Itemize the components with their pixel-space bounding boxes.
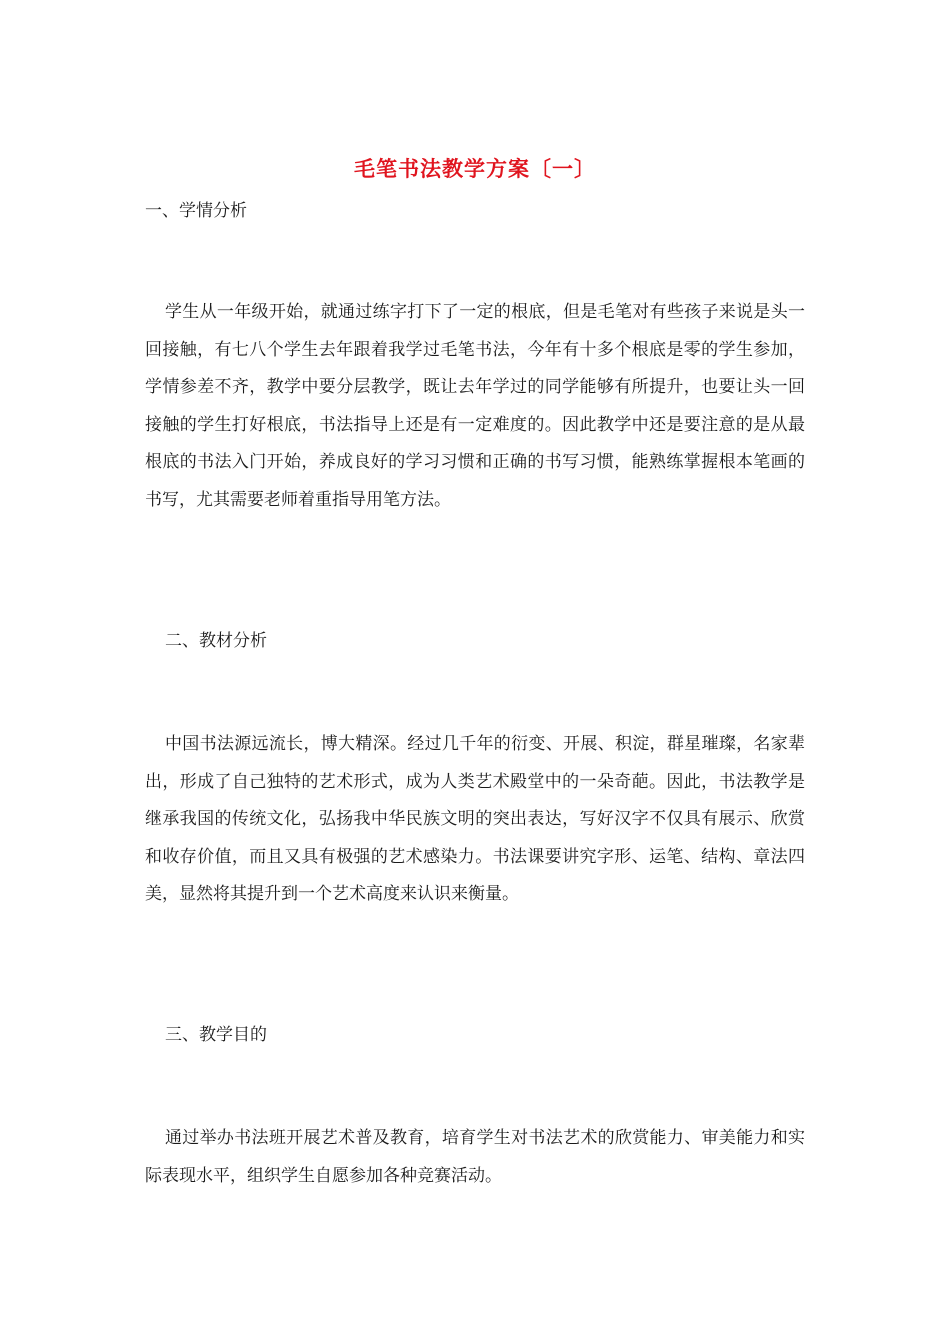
section-heading-material-analysis: 二、教材分析 — [165, 631, 267, 651]
section-paragraph-learning-analysis: 学生从一年级开始，就通过练字打下了一定的根底，但是毛笔对有些孩子来说是头一回接触，有七八个学生去年跟着我学过毛笔书法，今年有十多个根底是零的学生参加，学情参差不齐，教学中要分层教学，既让去年学过的同学能够有所提升，也要让头一回接触的学生打好根底，书法指导上还是有一定难度的。因此教学中还是要注意的是从最根底的书法入门开始，养成良好的学习习惯和正确的书写习惯，能熟练掌握根本笔画的书写，尤其需要老师着重指导用笔方法。 — [145, 302, 805, 510]
document-title: 毛笔书法教学方案〔一〕 — [354, 156, 596, 181]
section-heading-teaching-goals: 三、教学目的 — [165, 1025, 267, 1045]
section-paragraph-teaching-goals: 通过举办书法班开展艺术普及教育，培育学生对书法艺术的欣赏能力、审美能力和实际表现水平，组织学生自愿参加各种竞赛活动。 — [145, 1128, 805, 1186]
section-paragraph-material-analysis: 中国书法源远流长，博大精深。经过几千年的衍变、开展、积淀，群星璀璨，名家辈出，形成了自己独特的艺术形式，成为人类艺术殿堂中的一朵奇葩。因此，书法教学是继承我国的传统文化，弘扬我中华民族文明的突出表达，写好汉字不仅具有展示、欣赏和收存价值，而且又具有极强的艺术感染力。书法课要讲究字形、运笔、结构、章法四美，显然将其提升到一个艺术高度来认识来衡量。 — [145, 734, 805, 904]
section-heading-learning-analysis: 一、学情分析 — [145, 201, 247, 221]
